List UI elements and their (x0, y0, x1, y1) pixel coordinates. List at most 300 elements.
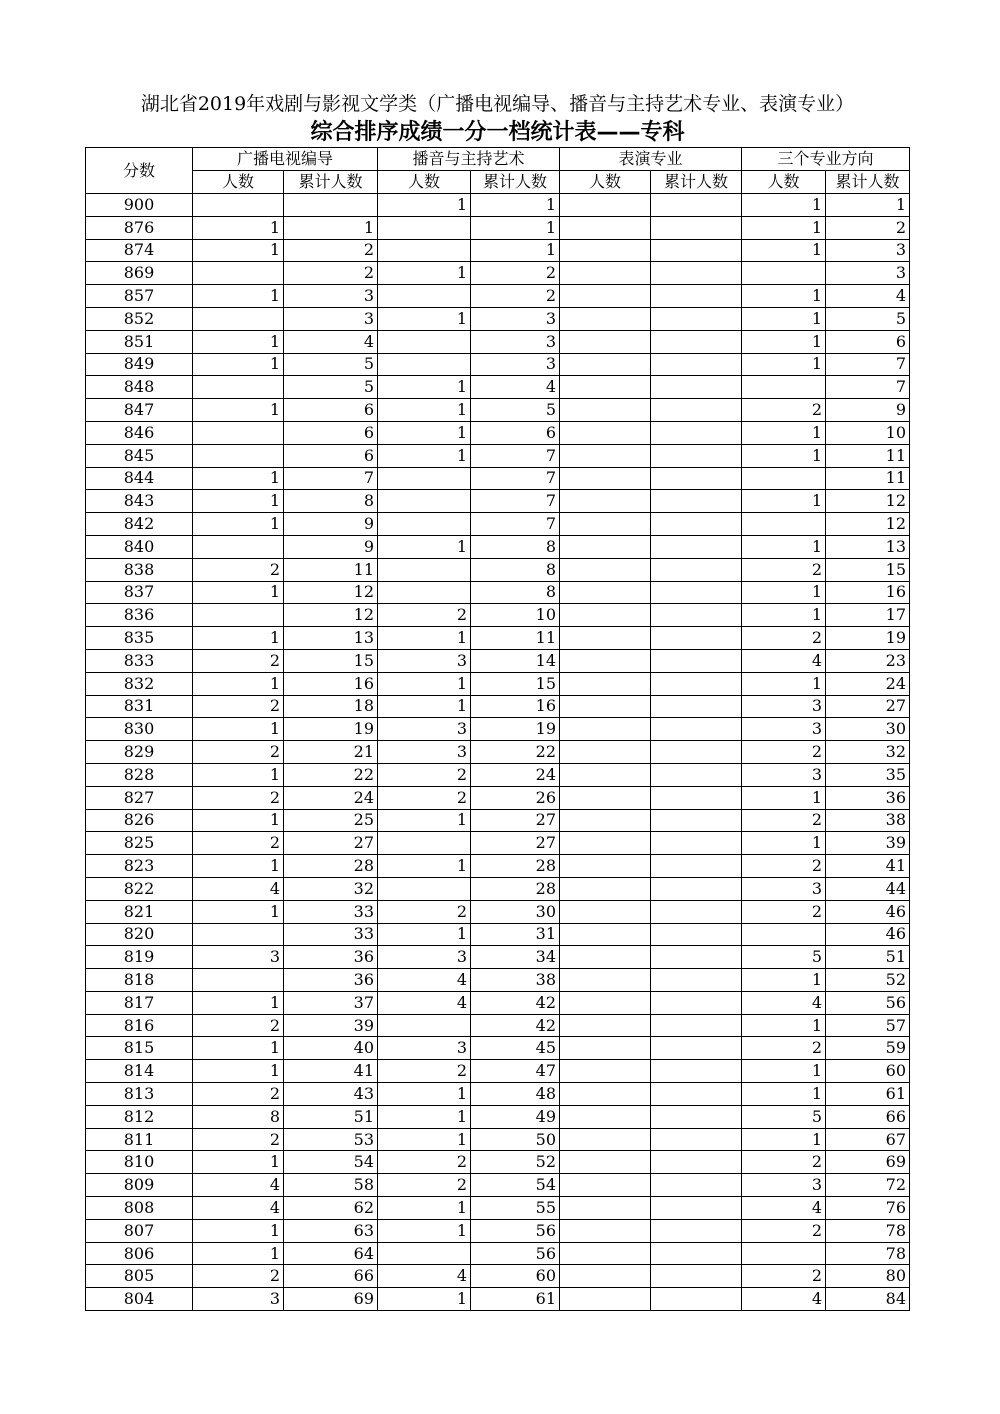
cumulative-cell (651, 535, 742, 558)
count-cell: 1 (193, 513, 284, 536)
cumulative-cell: 33 (284, 923, 378, 946)
count-cell: 2 (742, 558, 826, 581)
table-row (86, 1197, 910, 1220)
count-cell: 1 (378, 1197, 471, 1220)
document-title: 湖北省2019年戏剧与影视文学类（广播电视编导、播音与主持艺术专业、表演专业） (140, 93, 855, 115)
cumulative-cell: 47 (471, 1060, 560, 1083)
table-row (86, 581, 910, 604)
cumulative-cell (651, 216, 742, 239)
table-row (86, 1288, 910, 1311)
count-cell: 1 (378, 695, 471, 718)
cumulative-cell (651, 513, 742, 536)
count-cell (193, 535, 284, 558)
table-row (86, 262, 910, 285)
count-cell (560, 513, 651, 536)
cumulative-cell: 56 (471, 1219, 560, 1242)
cumulative-cell: 27 (826, 695, 910, 718)
cumulative-cell: 56 (471, 1242, 560, 1265)
cumulative-cell: 6 (826, 330, 910, 353)
table-row (86, 1174, 910, 1197)
table-row (86, 467, 910, 490)
count-cell: 2 (742, 1151, 826, 1174)
table-row (86, 194, 910, 217)
count-cell (378, 1242, 471, 1265)
cumulative-cell: 27 (284, 832, 378, 855)
count-cell: 1 (742, 353, 826, 376)
cumulative-cell: 12 (284, 581, 378, 604)
cumulative-cell: 78 (826, 1242, 910, 1265)
cumulative-cell (651, 1014, 742, 1037)
count-cell (378, 285, 471, 308)
cumulative-cell: 3 (471, 307, 560, 330)
cumulative-cell: 3 (471, 353, 560, 376)
count-cell: 1 (378, 444, 471, 467)
count-cell (560, 809, 651, 832)
count-cell: 1 (193, 1151, 284, 1174)
score-cell: 814 (86, 1060, 193, 1083)
cumulative-cell: 69 (284, 1288, 378, 1311)
table-row (86, 1151, 910, 1174)
count-cell: 1 (193, 1242, 284, 1265)
cumulative-cell: 66 (826, 1105, 910, 1128)
count-cell: 1 (378, 1219, 471, 1242)
cumulative-cell: 8 (471, 558, 560, 581)
count-cell (560, 832, 651, 855)
count-cell (560, 1014, 651, 1037)
cumulative-cell (651, 399, 742, 422)
cumulative-cell: 16 (826, 581, 910, 604)
count-cell (560, 1105, 651, 1128)
count-cell: 4 (193, 877, 284, 900)
cumulative-cell: 7 (471, 444, 560, 467)
cumulative-cell (651, 1197, 742, 1220)
count-cell: 5 (742, 946, 826, 969)
cumulative-cell: 54 (284, 1151, 378, 1174)
sub-header-count: 人数 (742, 171, 826, 194)
cumulative-cell: 19 (284, 718, 378, 741)
cumulative-cell: 18 (284, 695, 378, 718)
score-cell: 827 (86, 786, 193, 809)
cumulative-cell: 21 (284, 741, 378, 764)
count-cell (193, 376, 284, 399)
group-header-broadcast-directing: 广播电视编导 (193, 148, 378, 171)
count-cell (560, 1060, 651, 1083)
count-cell: 4 (742, 649, 826, 672)
cumulative-cell: 12 (284, 604, 378, 627)
count-cell: 1 (742, 285, 826, 308)
cumulative-cell: 38 (471, 969, 560, 992)
cumulative-cell: 19 (471, 718, 560, 741)
count-cell (193, 194, 284, 217)
table-row (86, 991, 910, 1014)
cumulative-cell (651, 741, 742, 764)
count-cell: 1 (742, 969, 826, 992)
cumulative-cell: 53 (284, 1128, 378, 1151)
count-cell (193, 262, 284, 285)
score-cell: 809 (86, 1174, 193, 1197)
cumulative-cell: 19 (826, 627, 910, 650)
table-row (86, 604, 910, 627)
count-cell: 1 (193, 855, 284, 878)
cumulative-cell: 23 (826, 649, 910, 672)
count-cell (560, 718, 651, 741)
cumulative-cell: 51 (284, 1105, 378, 1128)
score-cell: 816 (86, 1014, 193, 1037)
cumulative-cell (651, 239, 742, 262)
cumulative-cell: 7 (471, 513, 560, 536)
cumulative-cell: 26 (471, 786, 560, 809)
count-cell: 1 (193, 581, 284, 604)
count-cell (560, 558, 651, 581)
cumulative-cell: 16 (284, 672, 378, 695)
count-cell (378, 832, 471, 855)
cumulative-cell: 9 (284, 513, 378, 536)
count-cell: 2 (742, 741, 826, 764)
cumulative-cell: 8 (471, 535, 560, 558)
table-row (86, 877, 910, 900)
count-cell (193, 923, 284, 946)
count-cell (742, 262, 826, 285)
cumulative-cell: 57 (826, 1014, 910, 1037)
cumulative-cell: 13 (826, 535, 910, 558)
score-cell: 857 (86, 285, 193, 308)
score-cell: 804 (86, 1288, 193, 1311)
table-row (86, 535, 910, 558)
count-cell (560, 285, 651, 308)
score-cell: 806 (86, 1242, 193, 1265)
score-cell: 835 (86, 627, 193, 650)
cumulative-cell: 52 (471, 1151, 560, 1174)
count-cell: 1 (193, 285, 284, 308)
cumulative-cell: 28 (284, 855, 378, 878)
score-cell: 813 (86, 1083, 193, 1106)
score-cell: 847 (86, 399, 193, 422)
cumulative-cell: 11 (826, 444, 910, 467)
cumulative-cell: 61 (826, 1083, 910, 1106)
count-cell: 1 (378, 1288, 471, 1311)
score-cell: 808 (86, 1197, 193, 1220)
cumulative-cell: 13 (284, 627, 378, 650)
count-cell: 3 (378, 1037, 471, 1060)
score-cell: 822 (86, 877, 193, 900)
table-row (86, 1083, 910, 1106)
table-row (86, 1014, 910, 1037)
count-cell (378, 330, 471, 353)
count-cell: 2 (193, 1083, 284, 1106)
count-cell: 1 (193, 1037, 284, 1060)
cumulative-cell (651, 194, 742, 217)
cumulative-cell (651, 353, 742, 376)
table-row (86, 695, 910, 718)
cumulative-cell: 25 (284, 809, 378, 832)
count-cell: 3 (378, 649, 471, 672)
cumulative-cell: 49 (471, 1105, 560, 1128)
cumulative-cell: 58 (284, 1174, 378, 1197)
count-cell: 2 (742, 399, 826, 422)
table-row (86, 1060, 910, 1083)
cumulative-cell: 42 (471, 1014, 560, 1037)
cumulative-cell: 36 (284, 946, 378, 969)
count-cell (560, 1151, 651, 1174)
sub-header-cumulative: 累计人数 (651, 171, 742, 194)
cumulative-cell: 35 (826, 763, 910, 786)
score-cell: 826 (86, 809, 193, 832)
score-cell: 811 (86, 1128, 193, 1151)
count-cell: 2 (742, 855, 826, 878)
cumulative-cell: 32 (284, 877, 378, 900)
score-cell: 849 (86, 353, 193, 376)
score-cell: 833 (86, 649, 193, 672)
count-cell: 1 (742, 194, 826, 217)
cumulative-cell: 39 (284, 1014, 378, 1037)
score-cell: 825 (86, 832, 193, 855)
cumulative-cell: 6 (471, 421, 560, 444)
count-cell (560, 1197, 651, 1220)
count-cell (378, 239, 471, 262)
group-header-performance: 表演专业 (560, 148, 742, 171)
score-cell: 840 (86, 535, 193, 558)
count-cell (742, 467, 826, 490)
count-cell: 1 (742, 1083, 826, 1106)
cumulative-cell: 15 (826, 558, 910, 581)
count-cell (560, 1083, 651, 1106)
count-cell: 1 (742, 444, 826, 467)
score-cell: 831 (86, 695, 193, 718)
table-row (86, 1105, 910, 1128)
count-cell: 1 (742, 581, 826, 604)
cumulative-cell: 51 (826, 946, 910, 969)
score-cell: 815 (86, 1037, 193, 1060)
cumulative-cell (651, 786, 742, 809)
count-cell: 3 (378, 718, 471, 741)
cumulative-cell (651, 1037, 742, 1060)
table-row (86, 558, 910, 581)
cumulative-cell (651, 923, 742, 946)
table-row (86, 353, 910, 376)
count-cell: 2 (193, 558, 284, 581)
cumulative-cell: 31 (471, 923, 560, 946)
score-cell: 846 (86, 421, 193, 444)
count-cell: 1 (193, 399, 284, 422)
count-cell: 2 (193, 1265, 284, 1288)
count-cell (560, 239, 651, 262)
cumulative-cell (651, 444, 742, 467)
cumulative-cell: 3 (471, 330, 560, 353)
count-cell: 3 (378, 741, 471, 764)
cumulative-cell (651, 376, 742, 399)
score-cell: 838 (86, 558, 193, 581)
table-row (86, 741, 910, 764)
cumulative-cell: 5 (471, 399, 560, 422)
table-row (86, 421, 910, 444)
count-cell: 2 (742, 1037, 826, 1060)
table-row (86, 627, 910, 650)
cumulative-cell (651, 855, 742, 878)
score-cell: 830 (86, 718, 193, 741)
count-cell (378, 513, 471, 536)
count-cell: 2 (742, 1219, 826, 1242)
count-cell (560, 672, 651, 695)
count-cell: 1 (742, 832, 826, 855)
cumulative-cell: 7 (826, 376, 910, 399)
count-cell: 3 (742, 1174, 826, 1197)
score-cell: 810 (86, 1151, 193, 1174)
count-cell: 3 (742, 718, 826, 741)
count-cell (560, 1288, 651, 1311)
count-cell (560, 581, 651, 604)
cumulative-cell (651, 1288, 742, 1311)
cumulative-cell: 42 (471, 991, 560, 1014)
table-row (86, 330, 910, 353)
cumulative-cell: 6 (284, 444, 378, 467)
count-cell (560, 216, 651, 239)
count-cell: 1 (378, 923, 471, 946)
table-row (86, 216, 910, 239)
score-cell: 874 (86, 239, 193, 262)
count-cell (560, 763, 651, 786)
cumulative-cell: 7 (471, 467, 560, 490)
table-row (86, 946, 910, 969)
score-cell: 819 (86, 946, 193, 969)
count-cell: 1 (742, 672, 826, 695)
count-cell (560, 194, 651, 217)
cumulative-cell: 48 (471, 1083, 560, 1106)
cumulative-cell: 50 (471, 1128, 560, 1151)
count-cell: 1 (378, 809, 471, 832)
cumulative-cell: 8 (284, 490, 378, 513)
cumulative-cell: 72 (826, 1174, 910, 1197)
table-row (86, 855, 910, 878)
table-row (86, 809, 910, 832)
score-cell: 807 (86, 1219, 193, 1242)
cumulative-cell: 36 (826, 786, 910, 809)
cumulative-cell: 61 (471, 1288, 560, 1311)
cumulative-cell (651, 1242, 742, 1265)
cumulative-cell (651, 695, 742, 718)
count-cell: 2 (193, 1128, 284, 1151)
count-cell (560, 262, 651, 285)
count-cell (742, 376, 826, 399)
count-cell: 1 (378, 1105, 471, 1128)
cumulative-cell (651, 581, 742, 604)
count-cell: 1 (742, 535, 826, 558)
count-cell: 2 (193, 649, 284, 672)
cumulative-cell: 15 (471, 672, 560, 695)
cumulative-cell (651, 1083, 742, 1106)
count-cell: 2 (378, 763, 471, 786)
count-cell (378, 216, 471, 239)
count-cell: 1 (193, 1219, 284, 1242)
count-cell (560, 353, 651, 376)
cumulative-cell: 9 (284, 535, 378, 558)
cumulative-cell: 63 (284, 1219, 378, 1242)
count-cell: 3 (742, 877, 826, 900)
cumulative-cell: 32 (826, 741, 910, 764)
count-cell (560, 1174, 651, 1197)
count-cell: 1 (193, 627, 284, 650)
count-cell (378, 353, 471, 376)
score-cell: 848 (86, 376, 193, 399)
count-cell (560, 444, 651, 467)
count-cell: 1 (378, 307, 471, 330)
cumulative-cell (651, 877, 742, 900)
cumulative-cell: 52 (826, 969, 910, 992)
cumulative-cell (651, 1105, 742, 1128)
count-cell: 4 (742, 1197, 826, 1220)
count-cell (560, 399, 651, 422)
cumulative-cell: 54 (471, 1174, 560, 1197)
cumulative-cell: 11 (826, 467, 910, 490)
cumulative-cell: 22 (284, 763, 378, 786)
score-cell: 837 (86, 581, 193, 604)
score-header: 分数 (86, 148, 193, 194)
table-row (86, 1265, 910, 1288)
cumulative-cell (651, 1060, 742, 1083)
cumulative-cell (651, 900, 742, 923)
count-cell (560, 900, 651, 923)
count-cell (560, 1265, 651, 1288)
cumulative-cell: 1 (471, 239, 560, 262)
count-cell: 4 (378, 991, 471, 1014)
score-cell: 832 (86, 672, 193, 695)
cumulative-cell: 9 (826, 399, 910, 422)
count-cell (378, 1014, 471, 1037)
count-cell: 1 (742, 330, 826, 353)
count-cell: 1 (193, 900, 284, 923)
cumulative-cell: 11 (284, 558, 378, 581)
cumulative-cell: 8 (471, 581, 560, 604)
count-cell (560, 969, 651, 992)
cumulative-cell: 4 (471, 376, 560, 399)
count-cell: 2 (742, 627, 826, 650)
count-cell (560, 1037, 651, 1060)
cumulative-cell: 28 (471, 877, 560, 900)
count-cell: 4 (378, 969, 471, 992)
cumulative-cell (651, 490, 742, 513)
count-cell: 1 (742, 239, 826, 262)
count-cell (560, 1219, 651, 1242)
table-row (86, 1242, 910, 1265)
count-cell: 8 (193, 1105, 284, 1128)
cumulative-cell: 24 (471, 763, 560, 786)
table-row (86, 285, 910, 308)
cumulative-cell: 7 (826, 353, 910, 376)
document-subtitle: 综合排序成绩一分一档统计表——专科 (310, 120, 685, 145)
count-cell: 1 (193, 239, 284, 262)
score-cell: 843 (86, 490, 193, 513)
table-row (86, 307, 910, 330)
cumulative-cell: 45 (471, 1037, 560, 1060)
cumulative-cell (651, 604, 742, 627)
cumulative-cell: 3 (826, 239, 910, 262)
count-cell: 4 (378, 1265, 471, 1288)
count-cell (560, 490, 651, 513)
count-cell (560, 855, 651, 878)
count-cell: 1 (193, 991, 284, 1014)
count-cell: 1 (742, 1128, 826, 1151)
count-cell: 1 (742, 421, 826, 444)
count-cell (193, 307, 284, 330)
cumulative-cell: 4 (826, 285, 910, 308)
table-body (86, 194, 910, 1311)
count-cell: 1 (378, 535, 471, 558)
cumulative-cell: 76 (826, 1197, 910, 1220)
count-cell (560, 877, 651, 900)
count-cell (560, 695, 651, 718)
count-cell: 1 (193, 467, 284, 490)
score-cell: 829 (86, 741, 193, 764)
cumulative-cell: 41 (284, 1060, 378, 1083)
